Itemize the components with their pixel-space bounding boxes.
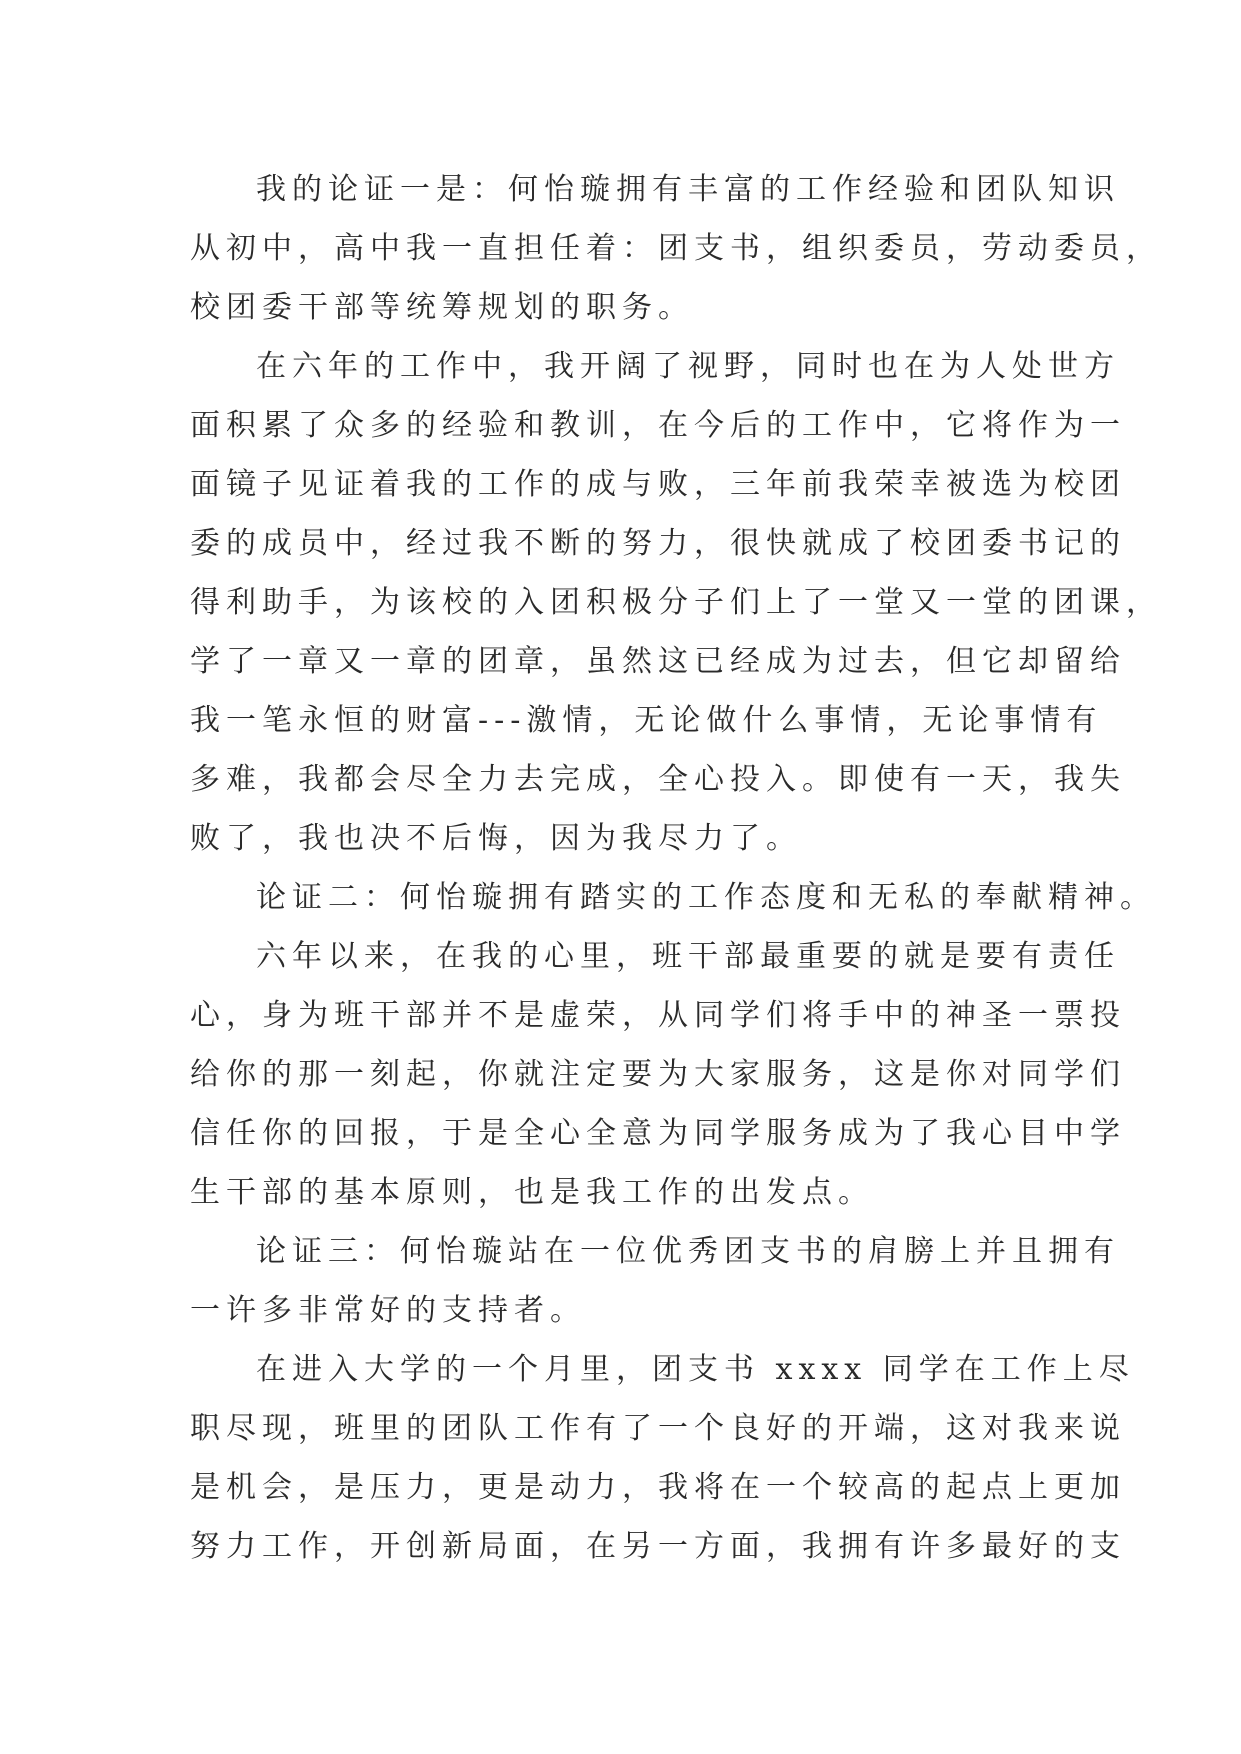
- text-line: 从初中，高中我一直担任着：团支书，组织委员，劳动委员，: [190, 231, 1162, 266]
- text-line: 面积累了众多的经验和教训，在今后的工作中，它将作为一: [190, 408, 1126, 443]
- text-line: 我一笔永恒的财富---激情，无论做什么事情，无论事情有: [190, 703, 1103, 738]
- text-line: 生干部的基本原则，也是我工作的出发点。: [190, 1175, 874, 1210]
- text-line: 在六年的工作中，我开阔了视野，同时也在为人处世方: [256, 349, 1120, 384]
- text-line: 信任你的回报，于是全心全意为同学服务成为了我心目中学: [190, 1116, 1126, 1151]
- document-body: [190, 160, 1162, 1576]
- text-line: 心，身为班干部并不是虚荣，从同学们将手中的神圣一票投: [190, 998, 1126, 1033]
- text-line: 败了，我也决不后悔，因为我尽力了。: [190, 821, 802, 856]
- text-line: 给你的那一刻起，你就注定要为大家服务，这是你对同学们: [190, 1057, 1126, 1092]
- text-line: 六年以来，在我的心里，班干部最重要的就是要有责任: [256, 939, 1120, 974]
- text-line: 努力工作，开创新局面，在另一方面，我拥有许多最好的支: [190, 1529, 1126, 1564]
- text-line: 委的成员中，经过我不断的努力，很快就成了校团委书记的: [190, 526, 1126, 561]
- text-line: 论证二：何怡璇拥有踏实的工作态度和无私的奉献精神。: [256, 880, 1156, 915]
- text-line: 职尽现，班里的团队工作有了一个良好的开端，这对我来说: [190, 1411, 1126, 1446]
- text-line: 面镜子见证着我的工作的成与败，三年前我荣幸被选为校团: [190, 467, 1126, 502]
- text-line: 一许多非常好的支持者。: [190, 1293, 586, 1328]
- text-line: 论证三：何怡璇站在一位优秀团支书的肩膀上并且拥有: [256, 1234, 1120, 1269]
- text-line: 是机会，是压力，更是动力，我将在一个较高的起点上更加: [190, 1470, 1126, 1505]
- text-line: 多难，我都会尽全力去完成，全心投入。即使有一天，我失: [190, 762, 1126, 797]
- text-line: 学了一章又一章的团章，虽然这已经成为过去，但它却留给: [190, 644, 1126, 679]
- text-line: 在进入大学的一个月里，团支书 xxxx 同学在工作上尽: [256, 1352, 1135, 1387]
- text-line: 校团委干部等统筹规划的职务。: [190, 290, 694, 325]
- text-line: 我的论证一是：何怡璇拥有丰富的工作经验和团队知识: [256, 172, 1120, 207]
- text-line: 得利助手，为该校的入团积极分子们上了一堂又一堂的团课，: [190, 585, 1162, 620]
